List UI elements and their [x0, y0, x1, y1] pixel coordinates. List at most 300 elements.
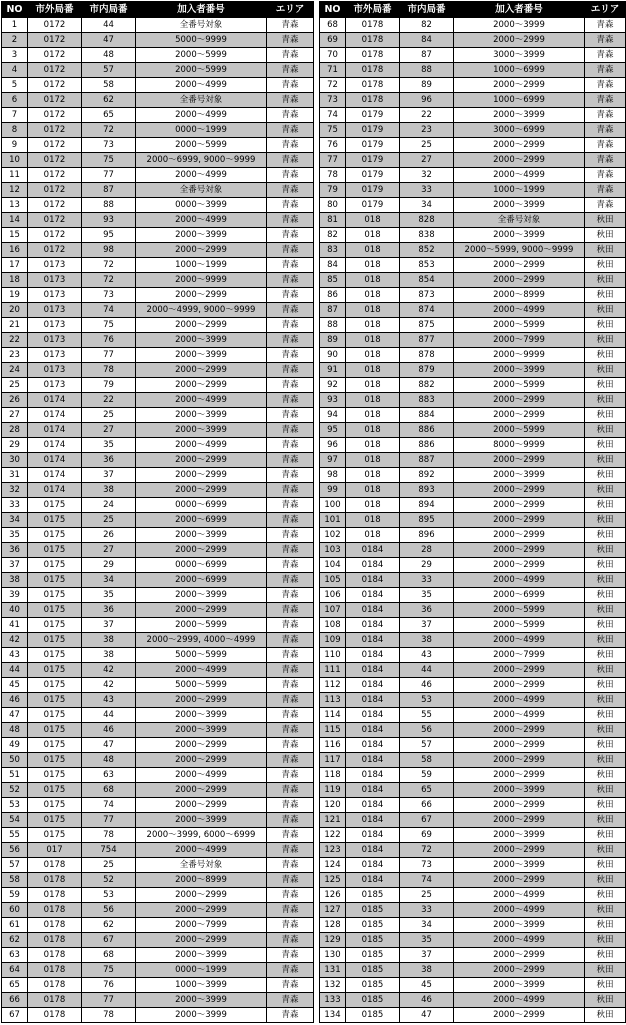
cell-subscriber-number: 全番号対象 — [136, 183, 267, 198]
cell-area: 青森 — [267, 303, 314, 318]
cell-subscriber-number: 2000～8999 — [454, 288, 585, 303]
cell-area-code: 0178 — [28, 963, 82, 978]
cell-area-code: 0184 — [346, 648, 400, 663]
cell-local-code: 65 — [400, 783, 454, 798]
cell-area-code: 0184 — [346, 678, 400, 693]
table-row — [2, 723, 314, 738]
cell-subscriber-number: 2000～4999 — [454, 933, 585, 948]
cell-area: 秋田 — [585, 618, 626, 633]
cell-no: 87 — [320, 303, 346, 318]
cell-no: 85 — [320, 273, 346, 288]
cell-area-code: 0175 — [28, 783, 82, 798]
cell-no: 62 — [2, 933, 28, 948]
table-left — [1, 1, 314, 1023]
table-row — [320, 423, 626, 438]
table-row — [2, 48, 314, 63]
cell-no: 24 — [2, 363, 28, 378]
cell-area-code: 0184 — [346, 573, 400, 588]
cell-area-code: 0184 — [346, 723, 400, 738]
cell-local-code: 25 — [82, 513, 136, 528]
cell-area-code: 018 — [346, 408, 400, 423]
cell-no: 106 — [320, 588, 346, 603]
cell-area-code: 0175 — [28, 528, 82, 543]
cell-area: 秋田 — [585, 753, 626, 768]
cell-local-code: 74 — [400, 873, 454, 888]
cell-area-code: 018 — [346, 438, 400, 453]
cell-area-code: 0175 — [28, 558, 82, 573]
table-row — [2, 393, 314, 408]
cell-area-code: 0178 — [28, 873, 82, 888]
table-row — [320, 543, 626, 558]
cell-area-code: 0179 — [346, 153, 400, 168]
cell-area-code: 0179 — [346, 123, 400, 138]
cell-local-code: 886 — [400, 438, 454, 453]
cell-local-code: 33 — [400, 183, 454, 198]
table-row — [2, 513, 314, 528]
cell-no: 97 — [320, 453, 346, 468]
cell-local-code: 58 — [400, 753, 454, 768]
cell-local-code: 36 — [82, 603, 136, 618]
cell-subscriber-number: 3000～6999 — [454, 123, 585, 138]
table-row — [320, 78, 626, 93]
cell-subscriber-number: 2000～3999 — [136, 228, 267, 243]
cell-no: 94 — [320, 408, 346, 423]
cell-subscriber-number: 8000～9999 — [454, 438, 585, 453]
cell-area-code: 018 — [346, 348, 400, 363]
cell-local-code: 46 — [82, 723, 136, 738]
table-row — [2, 138, 314, 153]
table-row — [2, 978, 314, 993]
cell-no: 98 — [320, 468, 346, 483]
cell-no: 77 — [320, 153, 346, 168]
cell-subscriber-number: 0000～6999 — [136, 498, 267, 513]
cell-area: 青森 — [267, 528, 314, 543]
cell-no: 6 — [2, 93, 28, 108]
cell-area-code: 0185 — [346, 933, 400, 948]
cell-subscriber-number: 2000～3999 — [136, 408, 267, 423]
cell-area: 青森 — [267, 768, 314, 783]
cell-local-code: 75 — [82, 153, 136, 168]
cell-local-code: 828 — [400, 213, 454, 228]
table-row — [320, 63, 626, 78]
cell-area-code: 0172 — [28, 168, 82, 183]
cell-area: 青森 — [585, 108, 626, 123]
cell-subscriber-number: 0000～3999 — [136, 198, 267, 213]
cell-subscriber-number: 2000～2999 — [454, 723, 585, 738]
table-row — [2, 648, 314, 663]
cell-area-code: 018 — [346, 378, 400, 393]
cell-subscriber-number: 2000～9999 — [136, 273, 267, 288]
cell-area: 青森 — [267, 333, 314, 348]
cell-area: 青森 — [267, 153, 314, 168]
cell-no: 73 — [320, 93, 346, 108]
cell-area: 秋田 — [585, 228, 626, 243]
table-body-left — [2, 18, 314, 1023]
table-row — [320, 288, 626, 303]
cell-no: 128 — [320, 918, 346, 933]
cell-local-code: 98 — [82, 243, 136, 258]
cell-area: 秋田 — [585, 513, 626, 528]
cell-area: 秋田 — [585, 918, 626, 933]
cell-local-code: 892 — [400, 468, 454, 483]
cell-area: 秋田 — [585, 888, 626, 903]
table-row — [320, 528, 626, 543]
cell-no: 27 — [2, 408, 28, 423]
cell-area: 青森 — [585, 183, 626, 198]
table-row — [320, 468, 626, 483]
cell-area-code: 0173 — [28, 363, 82, 378]
cell-no: 125 — [320, 873, 346, 888]
cell-area: 秋田 — [585, 588, 626, 603]
cell-local-code: 78 — [82, 1008, 136, 1023]
cell-no: 32 — [2, 483, 28, 498]
cell-subscriber-number: 5000～5999 — [136, 648, 267, 663]
table-row — [320, 213, 626, 228]
cell-area-code: 0185 — [346, 963, 400, 978]
table-row — [320, 933, 626, 948]
table-row — [320, 828, 626, 843]
cell-area-code: 0174 — [28, 453, 82, 468]
cell-subscriber-number: 2000～2999 — [454, 1008, 585, 1023]
cell-area: 青森 — [267, 858, 314, 873]
cell-area: 青森 — [267, 933, 314, 948]
cell-area-code: 0184 — [346, 783, 400, 798]
header-row — [320, 2, 626, 18]
cell-subscriber-number: 2000～5999 — [454, 603, 585, 618]
table-row — [320, 948, 626, 963]
table-row — [2, 483, 314, 498]
cell-local-code: 46 — [400, 678, 454, 693]
cell-subscriber-number: 2000～2999 — [454, 498, 585, 513]
cell-local-code: 38 — [82, 633, 136, 648]
cell-local-code: 57 — [82, 63, 136, 78]
cell-area: 青森 — [267, 513, 314, 528]
cell-local-code: 74 — [82, 798, 136, 813]
cell-no: 11 — [2, 168, 28, 183]
cell-no: 22 — [2, 333, 28, 348]
cell-no: 119 — [320, 783, 346, 798]
cell-no: 5 — [2, 78, 28, 93]
table-row — [320, 798, 626, 813]
table-row — [2, 378, 314, 393]
cell-area-code: 018 — [346, 318, 400, 333]
cell-subscriber-number: 2000～2999 — [454, 393, 585, 408]
cell-local-code: 63 — [82, 768, 136, 783]
cell-local-code: 25 — [400, 138, 454, 153]
cell-subscriber-number: 2000～4999 — [454, 903, 585, 918]
cell-subscriber-number: 2000～3999 — [136, 528, 267, 543]
cell-area-code: 0179 — [346, 168, 400, 183]
cell-area: 青森 — [267, 783, 314, 798]
cell-subscriber-number: 1000～6999 — [454, 93, 585, 108]
cell-subscriber-number: 2000～2999 — [454, 738, 585, 753]
cell-no: 26 — [2, 393, 28, 408]
cell-subscriber-number: 2000～2999 — [136, 693, 267, 708]
cell-local-code: 73 — [400, 858, 454, 873]
cell-area: 秋田 — [585, 243, 626, 258]
cell-subscriber-number: 2000～8999 — [136, 873, 267, 888]
cell-subscriber-number: 2000～3999 — [136, 948, 267, 963]
cell-local-code: 47 — [400, 1008, 454, 1023]
cell-no: 99 — [320, 483, 346, 498]
cell-local-code: 82 — [400, 18, 454, 33]
cell-area: 秋田 — [585, 663, 626, 678]
table-row — [2, 243, 314, 258]
cell-area-code: 018 — [346, 303, 400, 318]
cell-area-code: 0178 — [346, 78, 400, 93]
cell-area: 青森 — [267, 903, 314, 918]
cell-no: 66 — [2, 993, 28, 1008]
cell-subscriber-number: 2000～3999 — [454, 783, 585, 798]
cell-subscriber-number: 2000～6999 — [454, 588, 585, 603]
cell-no: 52 — [2, 783, 28, 798]
cell-area: 青森 — [267, 138, 314, 153]
cell-subscriber-number: 2000～3999 — [136, 993, 267, 1008]
cell-no: 34 — [2, 513, 28, 528]
cell-area-code: 0178 — [28, 888, 82, 903]
table-row — [320, 33, 626, 48]
cell-no: 20 — [2, 303, 28, 318]
cell-local-code: 72 — [400, 843, 454, 858]
cell-area-code: 0185 — [346, 993, 400, 1008]
cell-local-code: 47 — [82, 33, 136, 48]
cell-local-code: 52 — [82, 873, 136, 888]
cell-subscriber-number: 2000～3999, 6000～6999 — [136, 828, 267, 843]
cell-local-code: 43 — [400, 648, 454, 663]
cell-local-code: 73 — [82, 288, 136, 303]
cell-area: 青森 — [267, 723, 314, 738]
table-row — [2, 288, 314, 303]
cell-no: 30 — [2, 453, 28, 468]
cell-no: 117 — [320, 753, 346, 768]
cell-no: 44 — [2, 663, 28, 678]
cell-area-code: 0175 — [28, 663, 82, 678]
cell-subscriber-number: 2000～4999 — [454, 993, 585, 1008]
table-row — [2, 183, 314, 198]
cell-area-code: 0178 — [28, 978, 82, 993]
cell-no: 89 — [320, 333, 346, 348]
cell-no: 50 — [2, 753, 28, 768]
cell-area-code: 0172 — [28, 48, 82, 63]
cell-area: 青森 — [267, 453, 314, 468]
cell-subscriber-number: 2000～2999 — [454, 678, 585, 693]
cell-area-code: 0175 — [28, 828, 82, 843]
cell-area-code: 018 — [346, 498, 400, 513]
cell-subscriber-number: 2000～2999 — [136, 888, 267, 903]
cell-local-code: 35 — [82, 438, 136, 453]
cell-no: 101 — [320, 513, 346, 528]
cell-area-code: 0175 — [28, 603, 82, 618]
cell-area: 青森 — [585, 153, 626, 168]
table-row — [2, 198, 314, 213]
cell-local-code: 754 — [82, 843, 136, 858]
cell-area-code: 0184 — [346, 588, 400, 603]
cell-area-code: 0178 — [28, 918, 82, 933]
cell-area: 青森 — [267, 918, 314, 933]
cell-no: 95 — [320, 423, 346, 438]
cell-area-code: 0174 — [28, 423, 82, 438]
cell-local-code: 37 — [400, 618, 454, 633]
cell-area-code: 018 — [346, 333, 400, 348]
cell-area: 青森 — [267, 693, 314, 708]
table-row — [2, 693, 314, 708]
cell-area: 秋田 — [585, 678, 626, 693]
table-row — [2, 633, 314, 648]
cell-area: 秋田 — [585, 708, 626, 723]
cell-area-code: 0173 — [28, 288, 82, 303]
cell-area-code: 018 — [346, 288, 400, 303]
cell-area-code: 0178 — [28, 948, 82, 963]
table-row — [320, 108, 626, 123]
cell-no: 104 — [320, 558, 346, 573]
cell-area: 青森 — [267, 558, 314, 573]
cell-local-code: 53 — [82, 888, 136, 903]
cell-subscriber-number: 1000～6999 — [454, 63, 585, 78]
table-body-right — [320, 18, 626, 1023]
cell-local-code: 874 — [400, 303, 454, 318]
header-no: NO — [2, 2, 28, 18]
cell-area: 秋田 — [585, 873, 626, 888]
cell-area-code: 0175 — [28, 573, 82, 588]
table-row — [320, 438, 626, 453]
cell-no: 116 — [320, 738, 346, 753]
cell-area-code: 0172 — [28, 78, 82, 93]
cell-area: 青森 — [267, 108, 314, 123]
table-row — [2, 918, 314, 933]
cell-no: 72 — [320, 78, 346, 93]
cell-no: 65 — [2, 978, 28, 993]
cell-local-code: 69 — [400, 828, 454, 843]
cell-area-code: 0175 — [28, 798, 82, 813]
cell-subscriber-number: 2000～3999 — [454, 228, 585, 243]
cell-area: 青森 — [267, 378, 314, 393]
table-row — [2, 933, 314, 948]
header-subscriber-number: 加入者番号 — [454, 2, 585, 18]
cell-subscriber-number: 2000～3999 — [454, 918, 585, 933]
cell-no: 83 — [320, 243, 346, 258]
table-row — [2, 318, 314, 333]
cell-no: 55 — [2, 828, 28, 843]
cell-no: 38 — [2, 573, 28, 588]
table-row — [320, 123, 626, 138]
cell-local-code: 873 — [400, 288, 454, 303]
cell-area: 青森 — [267, 618, 314, 633]
cell-subscriber-number: 2000～2999 — [454, 798, 585, 813]
cell-no: 8 — [2, 123, 28, 138]
cell-subscriber-number: 2000～2999 — [454, 663, 585, 678]
cell-local-code: 879 — [400, 363, 454, 378]
cell-area-code: 018 — [346, 513, 400, 528]
cell-area: 秋田 — [585, 1008, 626, 1023]
cell-local-code: 77 — [82, 348, 136, 363]
cell-area-code: 0173 — [28, 378, 82, 393]
cell-area: 青森 — [267, 468, 314, 483]
table-row — [2, 453, 314, 468]
cell-area: 青森 — [585, 123, 626, 138]
cell-area-code: 0184 — [346, 603, 400, 618]
cell-area-code: 0173 — [28, 318, 82, 333]
table-row — [320, 633, 626, 648]
cell-no: 25 — [2, 378, 28, 393]
cell-area-code: 0184 — [346, 558, 400, 573]
cell-no: 36 — [2, 543, 28, 558]
cell-no: 124 — [320, 858, 346, 873]
table-row — [320, 168, 626, 183]
cell-no: 133 — [320, 993, 346, 1008]
cell-subscriber-number: 2000～5999 — [454, 318, 585, 333]
cell-subscriber-number: 2000～3999 — [454, 198, 585, 213]
cell-no: 107 — [320, 603, 346, 618]
cell-no: 35 — [2, 528, 28, 543]
cell-area: 秋田 — [585, 798, 626, 813]
cell-area: 青森 — [267, 198, 314, 213]
cell-subscriber-number: 2000～2999 — [454, 483, 585, 498]
cell-area: 青森 — [267, 258, 314, 273]
cell-area-code: 018 — [346, 393, 400, 408]
cell-no: 80 — [320, 198, 346, 213]
table-row — [320, 363, 626, 378]
table-row — [320, 873, 626, 888]
cell-no: 7 — [2, 108, 28, 123]
cell-area: 青森 — [585, 78, 626, 93]
table-row — [2, 63, 314, 78]
cell-local-code: 77 — [82, 993, 136, 1008]
cell-area: 秋田 — [585, 468, 626, 483]
cell-local-code: 877 — [400, 333, 454, 348]
cell-area-code: 0184 — [346, 828, 400, 843]
cell-area-code: 017 — [28, 843, 82, 858]
cell-area-code: 0184 — [346, 753, 400, 768]
table-row — [320, 498, 626, 513]
cell-subscriber-number: 2000～4999 — [136, 213, 267, 228]
cell-area-code: 018 — [346, 483, 400, 498]
cell-no: 21 — [2, 318, 28, 333]
table-row — [320, 918, 626, 933]
cell-area-code: 018 — [346, 453, 400, 468]
cell-local-code: 43 — [82, 693, 136, 708]
cell-area-code: 0172 — [28, 108, 82, 123]
table-row — [320, 993, 626, 1008]
table-row — [320, 813, 626, 828]
table-row — [2, 363, 314, 378]
cell-no: 29 — [2, 438, 28, 453]
table-row — [320, 378, 626, 393]
cell-area: 秋田 — [585, 993, 626, 1008]
cell-local-code: 56 — [400, 723, 454, 738]
cell-area: 青森 — [267, 813, 314, 828]
cell-local-code: 75 — [82, 318, 136, 333]
cell-area-code: 0184 — [346, 873, 400, 888]
cell-subscriber-number: 2000～4999 — [136, 78, 267, 93]
cell-local-code: 76 — [82, 978, 136, 993]
cell-area: 青森 — [267, 423, 314, 438]
cell-area-code: 0184 — [346, 663, 400, 678]
cell-area: 秋田 — [585, 828, 626, 843]
cell-local-code: 72 — [82, 273, 136, 288]
cell-subscriber-number: 2000～2999 — [454, 258, 585, 273]
cell-subscriber-number: 2000～2999 — [136, 933, 267, 948]
table-row — [320, 708, 626, 723]
cell-no: 1 — [2, 18, 28, 33]
cell-subscriber-number: 2000～2999 — [136, 753, 267, 768]
cell-area: 秋田 — [585, 348, 626, 363]
cell-area-code: 0173 — [28, 333, 82, 348]
cell-local-code: 29 — [82, 558, 136, 573]
cell-area: 秋田 — [585, 573, 626, 588]
cell-subscriber-number: 2000～4999 — [136, 843, 267, 858]
cell-local-code: 35 — [82, 588, 136, 603]
cell-area-code: 0172 — [28, 243, 82, 258]
